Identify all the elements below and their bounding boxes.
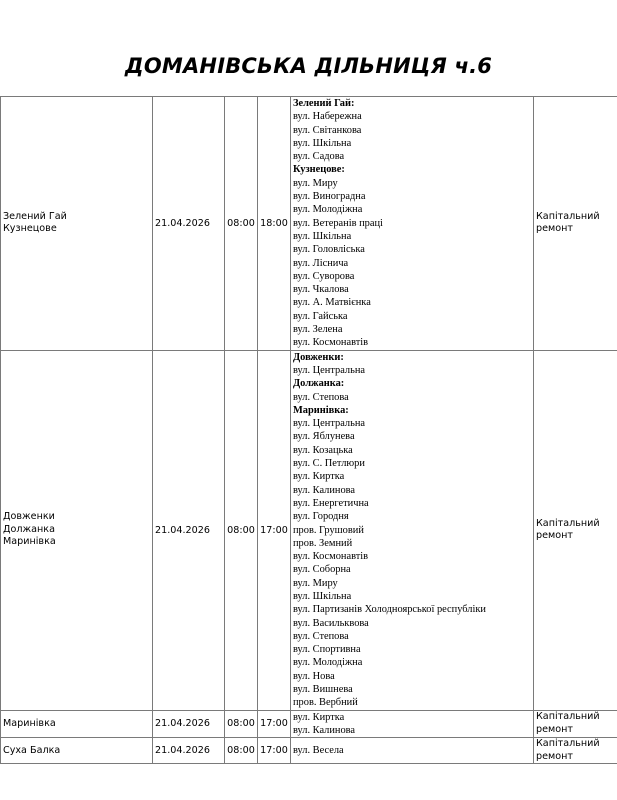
work-type-text: Капітальний: [536, 210, 600, 222]
street-item: вул. Миру: [293, 177, 338, 189]
settlement-cell: [1, 738, 153, 764]
street-item: вул. Світанкова: [293, 124, 362, 136]
date-cell: 21.04.2026: [153, 97, 225, 351]
work-type-text: ремонт: [536, 723, 573, 735]
street-item: вул. С. Петлюри: [293, 458, 365, 470]
schedule-body: [1, 97, 617, 764]
street-item: вул. Гайська: [293, 310, 348, 322]
street-item: вул. Козацька: [293, 444, 353, 456]
street-item: вул. Виноградна: [293, 191, 366, 203]
street-item: вул. Васильквова: [293, 617, 369, 629]
work-type-text: ремонт: [536, 750, 573, 762]
street-item: вул. Центральна: [293, 418, 366, 430]
start-time-cell: 08:00: [225, 97, 258, 351]
settlement-heading: Должанка:: [293, 378, 345, 390]
settlement-cell: [1, 97, 153, 351]
street-item: вул. Набережна: [293, 111, 362, 123]
table-row: [1, 350, 617, 710]
street-item: вул. Молодіжна: [293, 204, 363, 216]
end-time-cell: 18:00: [258, 97, 291, 351]
settlement-cell: [1, 350, 153, 710]
work-type-text: ремонт: [536, 530, 573, 542]
street-item: вул. Космонавтів: [293, 337, 369, 349]
schedule-table: [0, 96, 617, 764]
start-time-cell: 08:00: [225, 350, 258, 710]
street-item: вул. Центральна: [293, 364, 366, 376]
start-time-cell: 08:00: [225, 710, 258, 738]
streets-cell: [291, 738, 534, 764]
settlement-name: Кузнецове: [3, 223, 57, 235]
settlement-name: Суха Балка: [3, 744, 61, 756]
street-item: вул. Весела: [293, 745, 344, 757]
end-time-cell: 17:00: [258, 350, 291, 710]
street-item: пров. Грушовий: [293, 524, 364, 536]
date-cell: 21.04.2026: [153, 710, 225, 738]
street-item: вул. Космонавтів: [293, 551, 369, 563]
work-type-cell: [534, 97, 617, 351]
street-item: вул. Киртка: [293, 711, 345, 723]
street-item: вул. Молодіжна: [293, 657, 363, 669]
work-type-cell: [534, 738, 617, 764]
street-item: вул. Чкалова: [293, 284, 349, 296]
table-row: [1, 738, 617, 764]
street-item: вул. Суворова: [293, 270, 355, 282]
start-time-cell: 08:00: [225, 738, 258, 764]
street-item: вул. Яблунева: [293, 431, 355, 443]
streets-cell: [291, 350, 534, 710]
work-type-cell: [534, 350, 617, 710]
end-time-cell: 17:00: [258, 738, 291, 764]
date-cell: 21.04.2026: [153, 350, 225, 710]
settlement-name: Маринівка: [3, 717, 56, 729]
street-item: вул. Степова: [293, 391, 349, 403]
street-item: вул. Калинова: [293, 724, 356, 736]
street-item: вул. Шкільна: [293, 230, 352, 242]
street-item: вул. Ветеранів праці: [293, 217, 383, 229]
settlement-name: Зелений Гай: [3, 210, 67, 222]
street-item: вул. Степова: [293, 630, 349, 642]
street-item: вул. Городня: [293, 511, 349, 523]
work-type-text: Капітальний: [536, 711, 600, 723]
work-type-text: Капітальний: [536, 738, 600, 750]
street-item: вул. Миру: [293, 577, 338, 589]
street-item: пров. Вербний: [293, 697, 358, 709]
page-title: ДОМАНІВСЬКА ДІЛЬНИЦЯ ч.6: [124, 54, 493, 78]
work-type-text: ремонт: [536, 223, 573, 235]
street-item: вул. Лісничa: [293, 257, 349, 269]
date-cell: 21.04.2026: [153, 738, 225, 764]
street-item: вул. Калинова: [293, 484, 356, 496]
end-time-cell: 17:00: [258, 710, 291, 738]
settlement-heading: Довженки:: [293, 351, 344, 363]
street-item: пров. Земний: [293, 537, 353, 549]
settlement-heading: Кузнецове:: [293, 164, 345, 176]
settlement-heading: Зелений Гай:: [293, 98, 355, 109]
street-item: вул. Головліська: [293, 244, 365, 256]
street-item: вул. Спортивна: [293, 644, 361, 656]
work-type-text: Капітальний: [536, 517, 600, 529]
street-item: вул. Садова: [293, 151, 345, 163]
streets-cell: [291, 97, 534, 351]
street-item: вул. Соборна: [293, 564, 351, 576]
work-type-cell: [534, 710, 617, 738]
table-row: [1, 710, 617, 738]
street-item: вул. Зелена: [293, 324, 343, 336]
settlement-name: Маринівка: [3, 536, 56, 548]
street-item: вул. Шкільна: [293, 137, 352, 149]
streets-cell: [291, 710, 534, 738]
street-item: вул. Енергетична: [293, 497, 369, 509]
settlement-heading: Маринівка:: [293, 404, 349, 416]
table-row: [1, 97, 617, 351]
street-item: вул. Шкільна: [293, 590, 352, 602]
street-item: вул. Вишнева: [293, 684, 353, 696]
street-item: вул. Киртка: [293, 471, 345, 483]
street-item: вул. Нова: [293, 670, 335, 682]
settlement-name: Довженки: [3, 511, 55, 523]
street-item: вул. Партизанів Холодноярської республіки: [293, 604, 486, 616]
settlement-cell: [1, 710, 153, 738]
street-item: вул. А. Матвієнка: [293, 297, 371, 309]
settlement-name: Должанка: [3, 523, 55, 535]
